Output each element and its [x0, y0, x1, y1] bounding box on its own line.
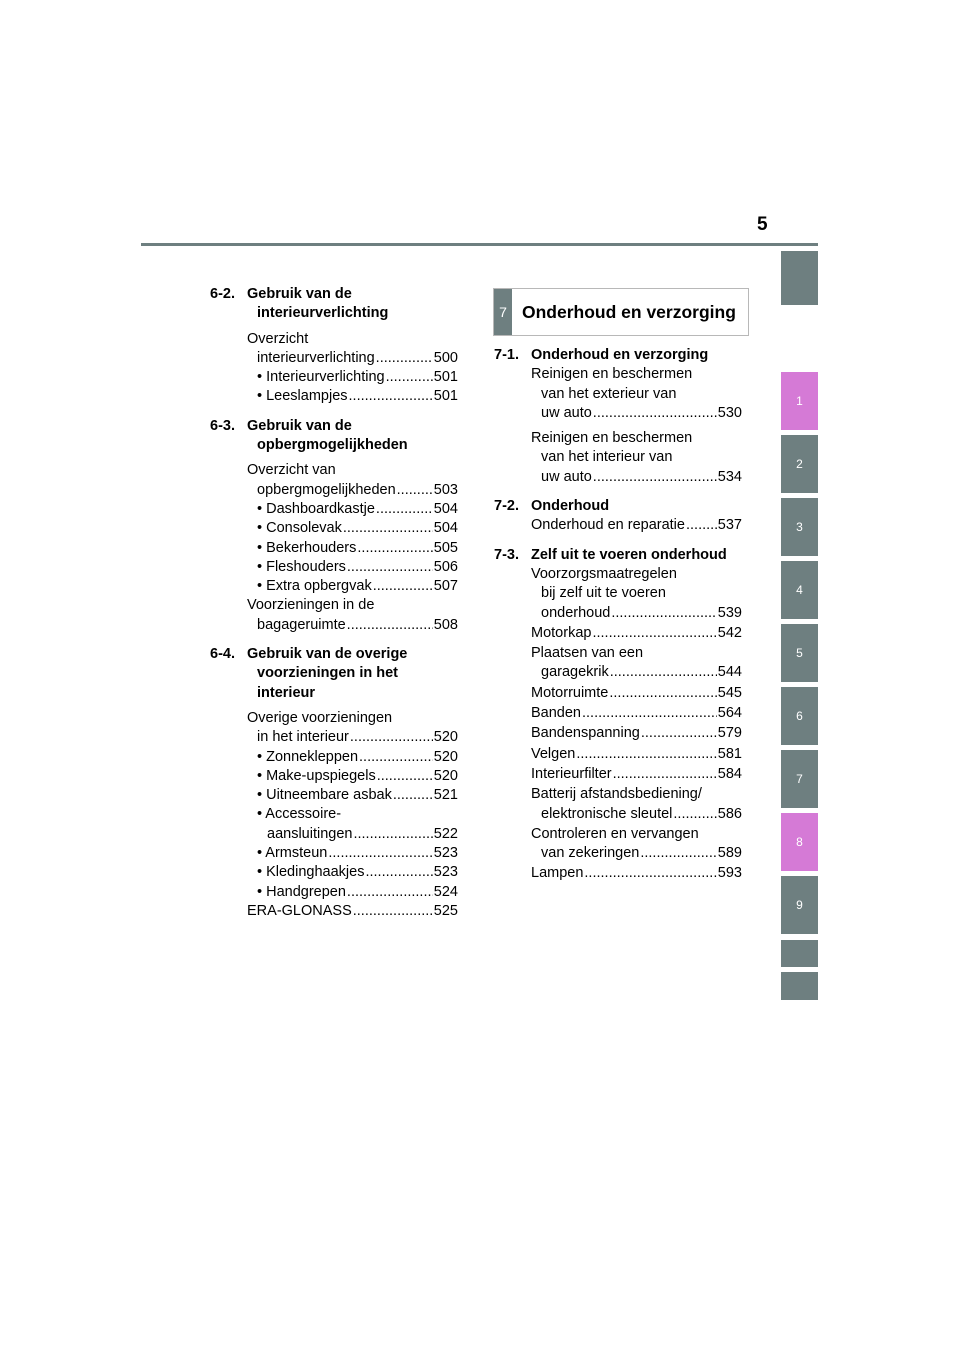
toc-entry[interactable]: • Make-upspiegels ..... 520	[247, 767, 458, 786]
toc-entry[interactable]: Motorruimte ..... 545	[531, 684, 742, 703]
chapter-tab-blank[interactable]	[781, 972, 818, 1000]
chapter-tab-7[interactable]: 7	[781, 750, 818, 808]
toc-entry[interactable]: Overzicht van opbergmogelijkheden ..... 503	[247, 461, 458, 500]
section-heading: 7-3. Zelf uit te voeren onderhoud	[494, 546, 727, 563]
chapter-tab-9[interactable]: 9	[781, 876, 818, 934]
toc-entry[interactable]: Interieurfilter ..... 584	[531, 765, 742, 784]
toc-entry[interactable]: Motorkap ..... 542	[531, 624, 742, 643]
section-heading: 6-2. Gebruik van de interieurverlichting	[210, 286, 389, 322]
toc-entry[interactable]: • Zonnekleppen ..... 520	[247, 748, 458, 767]
toc-entry[interactable]: Lampen ..... 593	[531, 864, 742, 883]
chapter-tab-5[interactable]: 5	[781, 624, 818, 682]
toc-entry[interactable]: • Fleshouders ..... 506	[247, 558, 458, 577]
chapter-tab-6[interactable]: 6	[781, 687, 818, 745]
toc-entry[interactable]: Voorzorgsmaatregelen bij zelf uit te voeren onderhoud ..... 539	[531, 565, 742, 623]
toc-entry[interactable]: Overzicht interieurverlichting ..... 500	[247, 330, 458, 369]
chapter-header	[493, 288, 749, 336]
toc-right-column	[494, 346, 742, 884]
toc-entry[interactable]: ERA-GLONASS ..... 525	[247, 902, 458, 921]
toc-entry[interactable]: • Bekerhouders ..... 505	[247, 539, 458, 558]
chapter-tab-8[interactable]: 8	[781, 813, 818, 871]
toc-entry[interactable]: Plaatsen van een garagekrik ..... 544	[531, 644, 742, 683]
toc-left-column	[210, 285, 458, 921]
chapter-tab-1[interactable]: 1	[781, 372, 818, 430]
toc-entry[interactable]: Controleren en vervangen van zekeringen ..... 589	[531, 825, 742, 864]
chapter-title: Onderhoud en verzorging	[522, 301, 736, 322]
toc-entry[interactable]: • Extra opbergvak ..... 507	[247, 577, 458, 596]
toc-entry[interactable]: • Leeslampjes ..... 501	[247, 387, 458, 406]
toc-entry[interactable]: • Consolevak ..... 504	[247, 519, 458, 538]
section-heading: 7-1. Onderhoud en verzorging	[494, 347, 709, 363]
toc-entry[interactable]: • Accessoire- aansluitingen ..... 522	[247, 805, 458, 844]
toc-entry[interactable]: Reinigen en beschermen van het exterieur van uw auto ..... 530	[531, 365, 742, 423]
toc-entry[interactable]: Banden ..... 564	[531, 704, 742, 723]
section-heading: 6-3. Gebruik van de opbergmogelijkheden	[210, 417, 408, 454]
toc-entry[interactable]: • Uitneembare asbak ..... 521	[247, 786, 458, 805]
toc-entry[interactable]: • Armsteun ..... 523	[247, 844, 458, 863]
chapter-tab-2[interactable]: 2	[781, 435, 818, 493]
page-number: 5	[757, 214, 768, 235]
toc-entry[interactable]: Overige voorzieningen in het interieur ..... 520	[247, 709, 458, 748]
toc-entry[interactable]: Bandenspanning ..... 579	[531, 724, 742, 743]
section-heading: 6-4. Gebruik van de overige voorzieningen in het interieur	[210, 646, 408, 701]
toc-entry[interactable]: • Handgrepen ..... 524	[247, 883, 458, 902]
toc-entry[interactable]: • Interieurverlichting ..... 501	[247, 368, 458, 387]
toc-entry[interactable]: • Dashboardkastje ..... 504	[247, 500, 458, 519]
section-heading: 7-2. Onderhoud	[494, 498, 610, 515]
chapter-tab-3[interactable]: 3	[781, 498, 818, 556]
toc-entry[interactable]: Onderhoud en reparatie ..... 537	[531, 516, 742, 535]
chapter-tab-blank[interactable]	[781, 940, 818, 967]
header-rule	[141, 243, 818, 246]
toc-entry[interactable]: Voorzieningen in de bagageruimte ..... 508	[247, 596, 458, 635]
chapter-tab-blank[interactable]	[781, 251, 818, 305]
toc-entry[interactable]: • Kledinghaakjes ..... 523	[247, 863, 458, 882]
toc-entry[interactable]: Velgen ..... 581	[531, 745, 742, 764]
toc-entry[interactable]: Batterij afstandsbediening/ elektronische sleutel ..... 586	[531, 785, 742, 824]
chapter-number: 7	[494, 289, 512, 335]
toc-entry[interactable]: Reinigen en beschermen van het interieur van uw auto ..... 534	[531, 429, 742, 487]
chapter-tab-4[interactable]: 4	[781, 561, 818, 619]
